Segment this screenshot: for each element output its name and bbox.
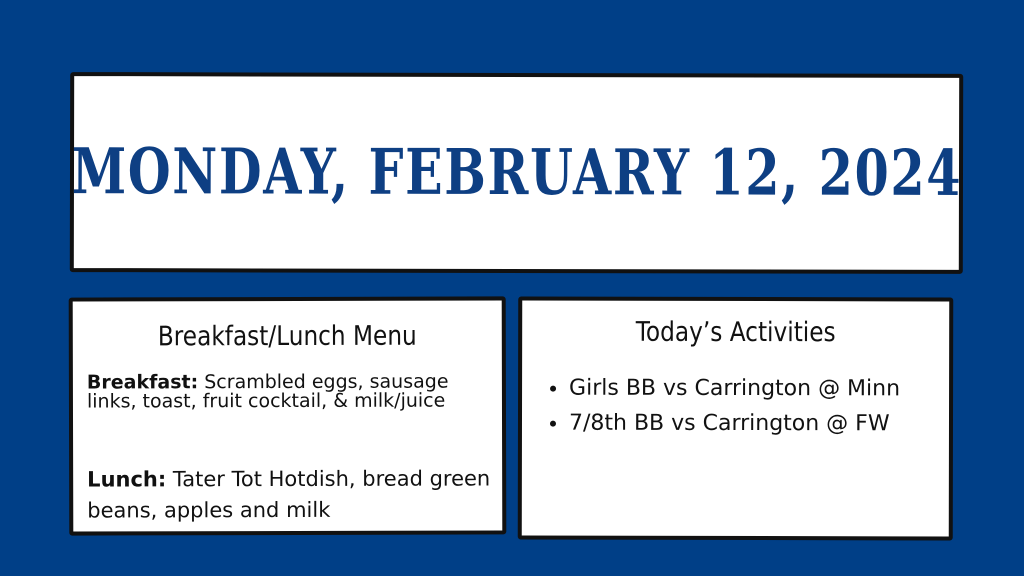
lunch-label: Lunch: <box>87 467 167 492</box>
breakfast-text: Scrambled eggs, sausage links, toast, fruit cocktail, & milk/juice <box>86 370 449 413</box>
lunch-entry <box>87 463 492 526</box>
activities-list <box>549 371 900 442</box>
date-title: MONDAY, FEBRUARY 12, 2024 <box>71 135 962 211</box>
lunch-text: Tater Tot Hotdish, bread green beans, apples and milk <box>87 466 491 523</box>
activities-card <box>518 297 954 541</box>
breakfast-label: Breakfast: <box>86 371 199 394</box>
activity-item: • 7/8th BB vs Carrington @ FW <box>569 406 900 442</box>
breakfast-entry <box>87 372 492 411</box>
activity-item: • Girls BB vs Carrington @ Minn <box>569 371 900 407</box>
menu-heading: Breakfast/Lunch Menu <box>157 320 417 353</box>
menu-card <box>69 296 507 535</box>
activities-heading: Today’s Activities <box>635 316 836 349</box>
date-title-card <box>70 72 963 274</box>
